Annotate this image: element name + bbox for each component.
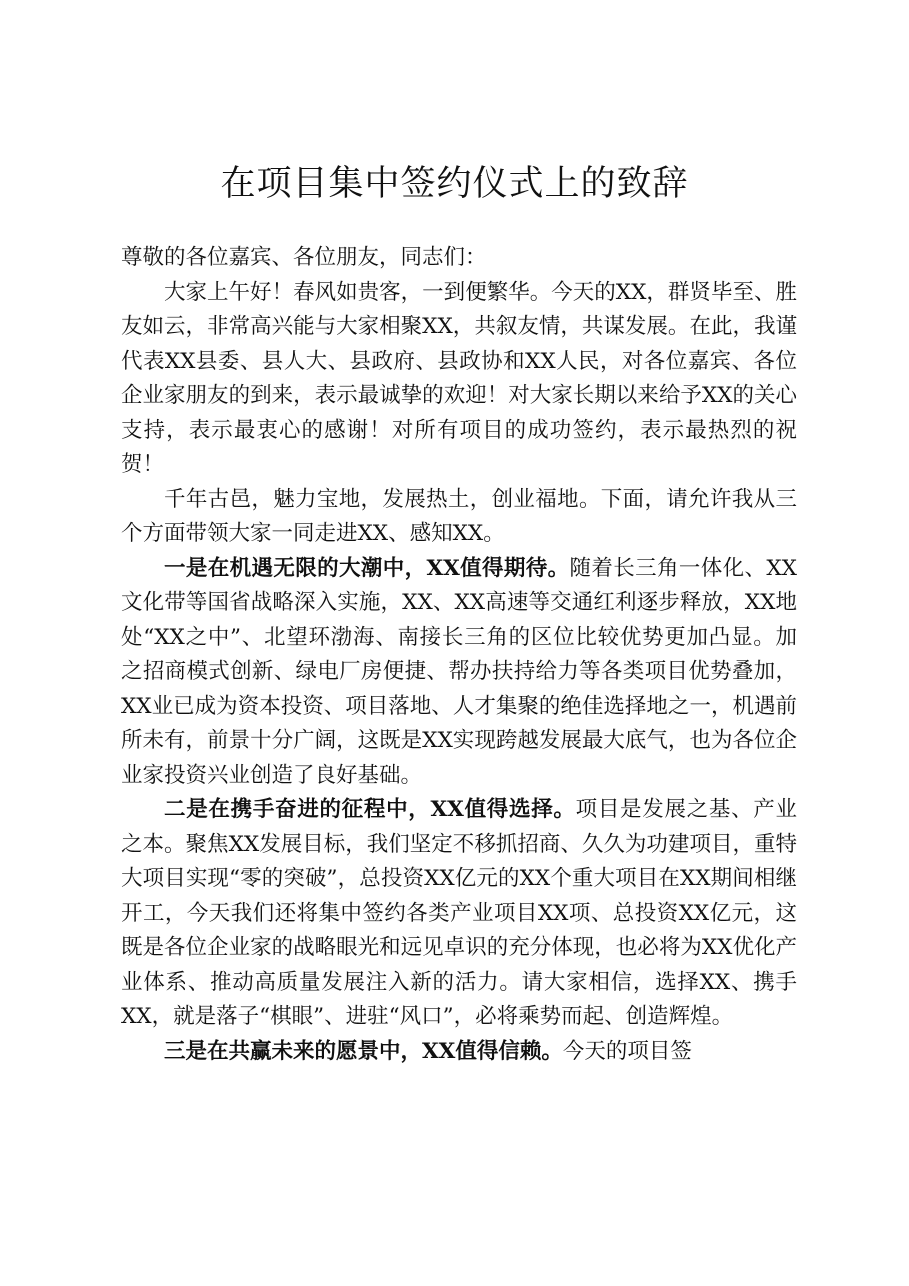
document-title: 在项目集中签约仪式上的致辞 <box>220 164 689 204</box>
paragraph-intro <box>121 483 797 552</box>
paragraph-lead: 一是在机遇无限的大潮中，XX值得期待。 <box>164 555 570 581</box>
paragraph-point-two <box>121 793 797 1035</box>
paragraph-text: 千年古邑，魅力宝地，发展热土，创业福地。下面，请允许我从三个方面带领大家一同走进XX、感知XX。 <box>121 486 797 546</box>
paragraph-text: 项目是发展之基、产业之本。聚焦XX发展目标，我们坚定不移抓招商、久久为功建项目，重特大项目实现“零的突破”，总投资XX亿元的XX个重大项目在XX期间相继开工，今天我们还将集中签约各类产业项目XX项、总投资XX亿元，这既是各位企业家的战略眼光和远见卓识的充分体现，也必将为XX优化产业体系、推动高质量发展注入新的活力。请大家相信，选择XX、携手XX，就是落子“棋眼”、进驻“风口”，必将乘势而起、创造辉煌。 <box>121 797 797 1029</box>
paragraph-text: 大家上午好！春风如贵客，一到便繁华。今天的XX，群贤毕至、胜友如云，非常高兴能与大家相聚XX，共叙友情，共谋发展。在此，我谨代表XX县委、县人大、县政府、县政协和XX人民，对各位嘉宾、各位企业家朋友的到来，表示最诚挚的欢迎！对大家长期以来给予XX的关心支持，表示最衷心的感谢！对所有项目的成功签约，表示最热烈的祝贺！ <box>121 279 797 477</box>
paragraph-lead: 二是在携手奋进的征程中，XX值得选择。 <box>164 797 576 822</box>
paragraph-greeting <box>121 276 797 483</box>
document-body <box>121 241 797 1069</box>
paragraph-point-one <box>121 552 797 794</box>
paragraph-lead: 三是在共赢未来的愿景中，XX值得信赖。 <box>164 1038 563 1064</box>
paragraph-text: 随着长三角一体化、XX文化带等国省战略深入实施，XX、XX高速等交通红利逐步释放，XX地处“XX之中”、北望环渤海、南接长三角的区位比较优势更加凸显。加之招商模式创新、绿电厂房便捷、帮办扶持给力等各类项目优势叠加，XX业已成为资本投资、项目落地、人才集聚的绝佳选择地之一，机遇前所未有，前景十分广阔，这既是XX实现跨越发展最大底气，也为各位企业家投资兴业创造了良好基础。 <box>121 555 797 788</box>
paragraph-text: 今天的项目签 <box>562 1038 692 1064</box>
paragraph-point-three <box>121 1035 797 1070</box>
salutation: 尊敬的各位嘉宾、各位朋友，同志们： <box>121 245 487 270</box>
